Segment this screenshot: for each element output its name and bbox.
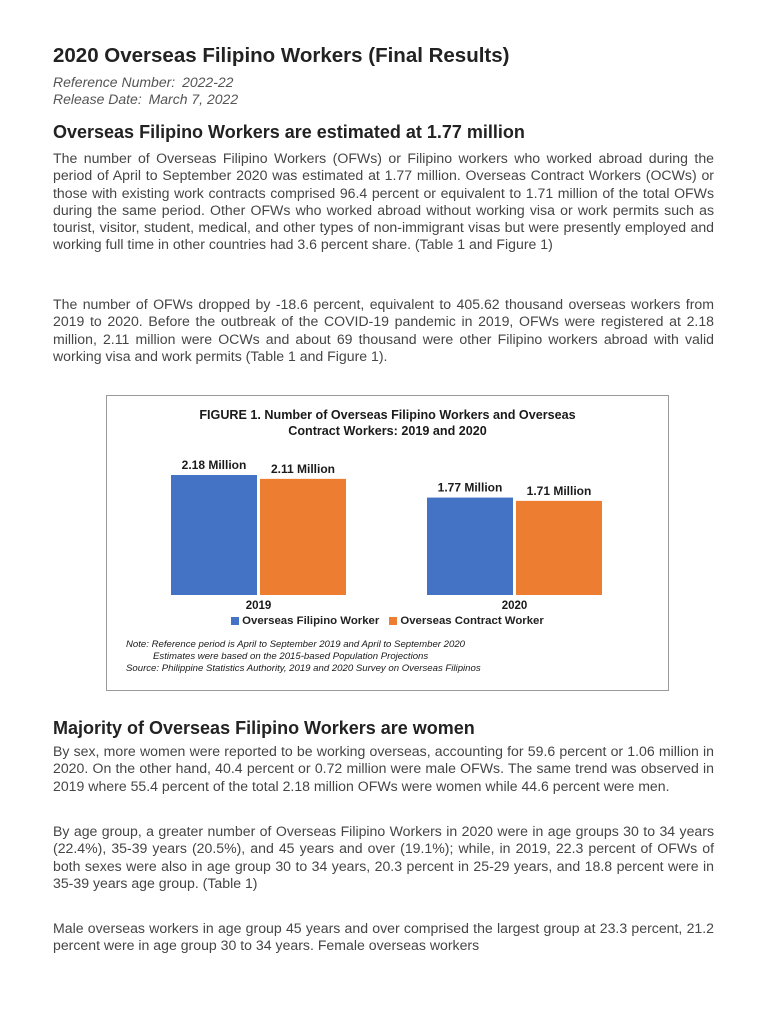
reference-number-row: [53, 74, 238, 91]
legend-label-ocw: Overseas Contract Worker: [400, 615, 544, 627]
category-label-2019: 2019: [245, 600, 272, 612]
data-label-ofw-2019: 2.18 Million: [181, 458, 247, 472]
paragraph-ofw-decline: The number of OFWs dropped by -18.6 percent, equivalent to 405.62 thousand overseas workers from 2019 to 2020. Before the outbreak of the COVID-19 pandemic in 2019, OFWs were registered at 2.18 million, 2.11 million were OCWs and about 69 thousand were other Filipino workers abroad with valid working visa and work permits (Table 1 and Figure 1).: [53, 296, 714, 364]
release-date-label: Release Date:: [53, 91, 142, 107]
figure-source: Source: Philippine Statistics Authority, 2019 and 2020 Survey on Overseas Filipinos: [126, 663, 481, 674]
data-label-ofw-2020: 1.77 Million: [437, 480, 503, 495]
chart-legend: [107, 615, 668, 627]
section-heading-estimate: Overseas Filipino Workers are estimated at 1.77 million: [53, 122, 525, 142]
bar-ofw-2019: [171, 475, 257, 595]
data-label-ocw-2019: 2.11 Million: [270, 461, 336, 476]
paragraph-ofw-estimate: The number of Overseas Filipino Workers (OFWs) or Filipino workers who worked abroad during the period of April to September 2020 was estimated at 1.77 million. Overseas Contract Workers (OCWs) or those with existing work contracts comprised 96.4 percent or equivalent to 1.71 million of the total OFWs during the same period. Other OFWs who worked abroad without working visa or work permits such as tourist, visitor, student, medical, and other types of non-immigrant visas but were presently employed and working full time in other countries had 3.6 percent share. (Table 1 and Figure 1): [53, 150, 714, 253]
category-label-2020: 2020: [501, 600, 528, 612]
figure-notes: [126, 639, 481, 675]
paragraph-male-age-groups: Male overseas workers in age group 45 years and over comprised the largest group at 23.3 percent, 21.2 percent were in age group 30 to 34 years. Female overseas workers: [53, 920, 714, 954]
figure-1: [106, 395, 669, 691]
document-meta: [53, 74, 238, 108]
bar-ocw-2020: [516, 501, 602, 595]
legend-swatch-ocw: [389, 617, 397, 625]
data-label-ocw-2020: 1.71 Million: [526, 483, 592, 498]
reference-number-label: Reference Number:: [53, 74, 176, 90]
figure-note-line2: Estimates were based on the 2015-based Population Projections: [153, 651, 429, 662]
legend-swatch-ofw: [231, 617, 239, 625]
release-date-row: [53, 91, 238, 108]
figure-label: FIGURE 1.: [199, 408, 261, 422]
paragraph-sex-distribution: By sex, more women were reported to be working overseas, accounting for 59.6 percent or 1.06 million in 2020. On the other hand, 40.4 percent or 0.72 million were male OFWs. The same trend was observed in 2019 where 55.4 percent of the total 2.18 million OFWs were women while 44.6 percent were men.: [53, 743, 714, 794]
legend-item-ocw: [389, 615, 544, 627]
document-title: 2020 Overseas Filipino Workers (Final Results): [53, 44, 510, 67]
bar-ofw-2020: [427, 498, 513, 595]
paragraph-age-groups: By age group, a greater number of Overseas Filipino Workers in 2020 were in age groups 30 to 34 years (22.4%), 35-39 years (20.5%), and 45 years and over (19.1%); while, in 2019, 22.3 percent of OFWs of both sexes were also in age group 30 to 34 years, 20.3 percent in 25-29 years, and 18.8 percent were in 35-39 years age group. (Table 1): [53, 823, 714, 891]
bar-chart: [107, 396, 668, 621]
legend-label-ofw: Overseas Filipino Worker: [242, 615, 380, 627]
section-heading-women: Majority of Overseas Filipino Workers are women: [53, 718, 475, 738]
figure-title-line1: Number of Overseas Filipino Workers and Overseas: [264, 408, 576, 422]
figure-note-line1: Note: Reference period is April to September 2019 and April to September 2020: [126, 639, 465, 650]
bar-ocw-2019: [260, 479, 346, 595]
release-date-value: March 7, 2022: [148, 91, 239, 107]
reference-number-value: 2022-22: [182, 74, 234, 90]
figure-title-line2: Contract Workers: 2019 and 2020: [288, 424, 487, 438]
legend-item-ofw: [231, 615, 379, 627]
